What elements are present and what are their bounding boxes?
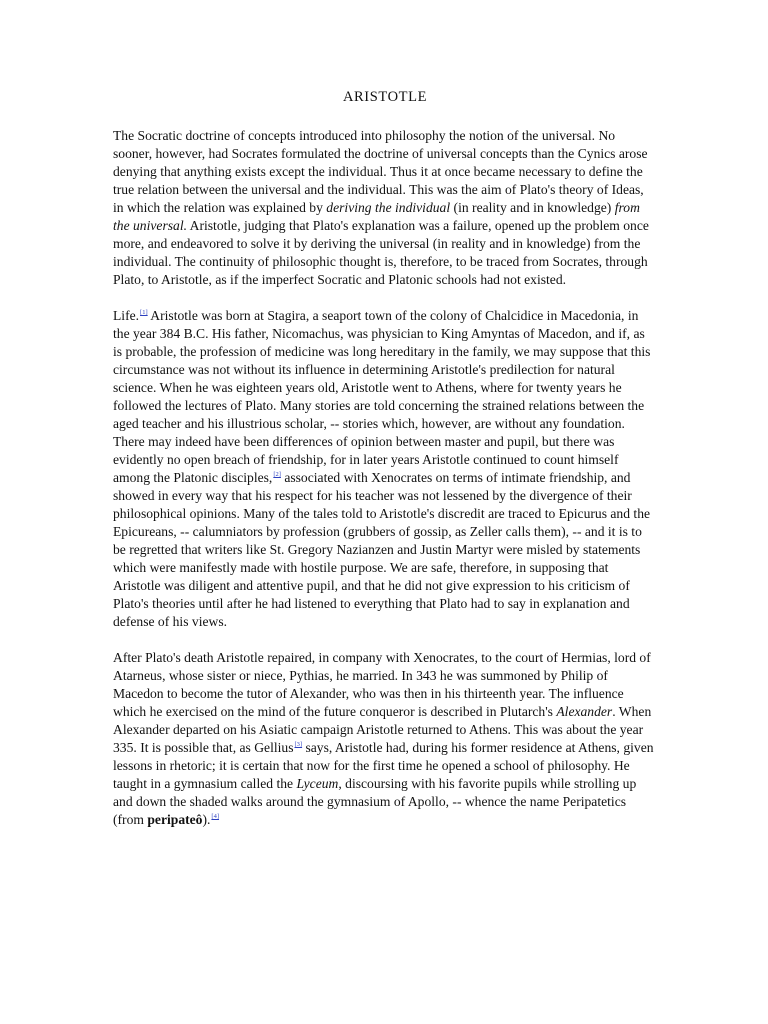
later-emphasis-1: Alexander: [556, 704, 613, 719]
life-text-1: Life.: [113, 308, 140, 323]
intro-text-1: The Socratic doctrine of concepts introduced into philosophy the notion of the universal. No sooner, however, had Socrates formulated the doctrine of universal concepts than the Cynics arose denying that anything exists except the individual. Thus it at once became necessary to define the true relation between the universal and the individual. This was the aim of Plato's theory of Ideas, in which the relation was explained by: [113, 128, 648, 215]
later-text-4: , discoursing with his favorite pupils while strolling up and down the shaded walks around the gymnasium of Apollo, -- whence the name Peripatetics (from: [113, 776, 637, 827]
later-text-3: says, Aristotle had, during his former residence at Athens, given lessons in rhetoric; it is certain that now for the first time he opened a school of philosophy. He taught in a gymnasium called the: [113, 740, 654, 791]
intro-emphasis-2: from the universal.: [113, 200, 640, 233]
footnote-link-4[interactable]: [4]: [211, 813, 220, 820]
footnote-link-3[interactable]: [3]: [294, 741, 303, 748]
later-text-5: ).: [202, 812, 211, 827]
later-text-2: . When Alexander departed on his Asiatic campaign Aristotle returned to Athens. This was about the year 335. It is possible that, as Gellius: [113, 704, 652, 755]
footnote-link-2[interactable]: [2]: [273, 471, 281, 478]
later-bold-term: peripateô: [147, 812, 203, 827]
life-paragraph: [113, 307, 657, 631]
later-emphasis-2: Lyceum: [296, 776, 339, 791]
later-text-1: After Plato's death Aristotle repaired, in company with Xenocrates, to the court of Hermias, lord of Atarneus, whose sister or niece, Pythias, he married. In 343 he was summoned by Philip of Macedon to become the tutor of Alexander, who was then in his thirteenth year. The influence which he exercised on the mind of the future conqueror is described in Plutarch's: [113, 650, 651, 719]
intro-emphasis-1: deriving the individual: [326, 200, 451, 215]
life-text-3: associated with Xenocrates on terms of intimate friendship, and showed in every way that his respect for his teacher was not lessened by the divergence of their philosophical opinions. Many of the tales told to Aristotle's discredit are traced to Epicurus and the Epicureans, -- calumniators by profession (grubbers of gossip, as Zeller calls them), -- and it is to be regretted that writers like St. Gregory Nazianzen and Justin Martyr were misled by statements which were manifestly made with hostile purpose. We are safe, therefore, in supposing that Aristotle was diligent and attentive pupil, and that he did not give expression to his criticism of Plato's theories until after he had listened to everything that Plato had to say in explanation and defense of his views.: [113, 470, 651, 629]
page-title: ARISTOTLE: [342, 89, 428, 105]
intro-paragraph: [113, 127, 657, 289]
life-text-2: Aristotle was born at Stagira, a seaport town of the colony of Chalcidice in Macedonia, in the year 384 B.C. His father, Nicomachus, was physician to King Amyntas of Macedon, and if, as is probable, the profession of medicine was long hereditary in the family, we may suppose that this circumstance was not without its influence in determining Aristotle's predilection for natural science. When he was eighteen years old, Aristotle went to Athens, where for twenty years he followed the lectures of Plato. Many stories are told concerning the strained relations between the aged teacher and his illustrious scholar, -- stories which, however, are without any foundation. There may indeed have been differences of opinion between master and pupil, but there was evidently no open breach of friendship, for in later years Aristotle continued to count himself among the Platonic disciples,: [113, 308, 651, 485]
intro-text-3: Aristotle, judging that Plato's explanation was a failure, opened up the problem once more, and endeavored to solve it by deriving the universal (in reality and in knowledge) from the individual. The continuity of philosophic thought is, therefore, to be traced from Socrates, through Plato, to Aristotle, as if the imperfect Socratic and Platonic schools had not existed.: [113, 218, 649, 287]
intro-text-2: (in reality and in knowledge): [450, 200, 615, 215]
later-life-paragraph: [113, 649, 657, 829]
document-page: [113, 88, 657, 847]
footnote-link-1[interactable]: [1]: [140, 309, 148, 316]
